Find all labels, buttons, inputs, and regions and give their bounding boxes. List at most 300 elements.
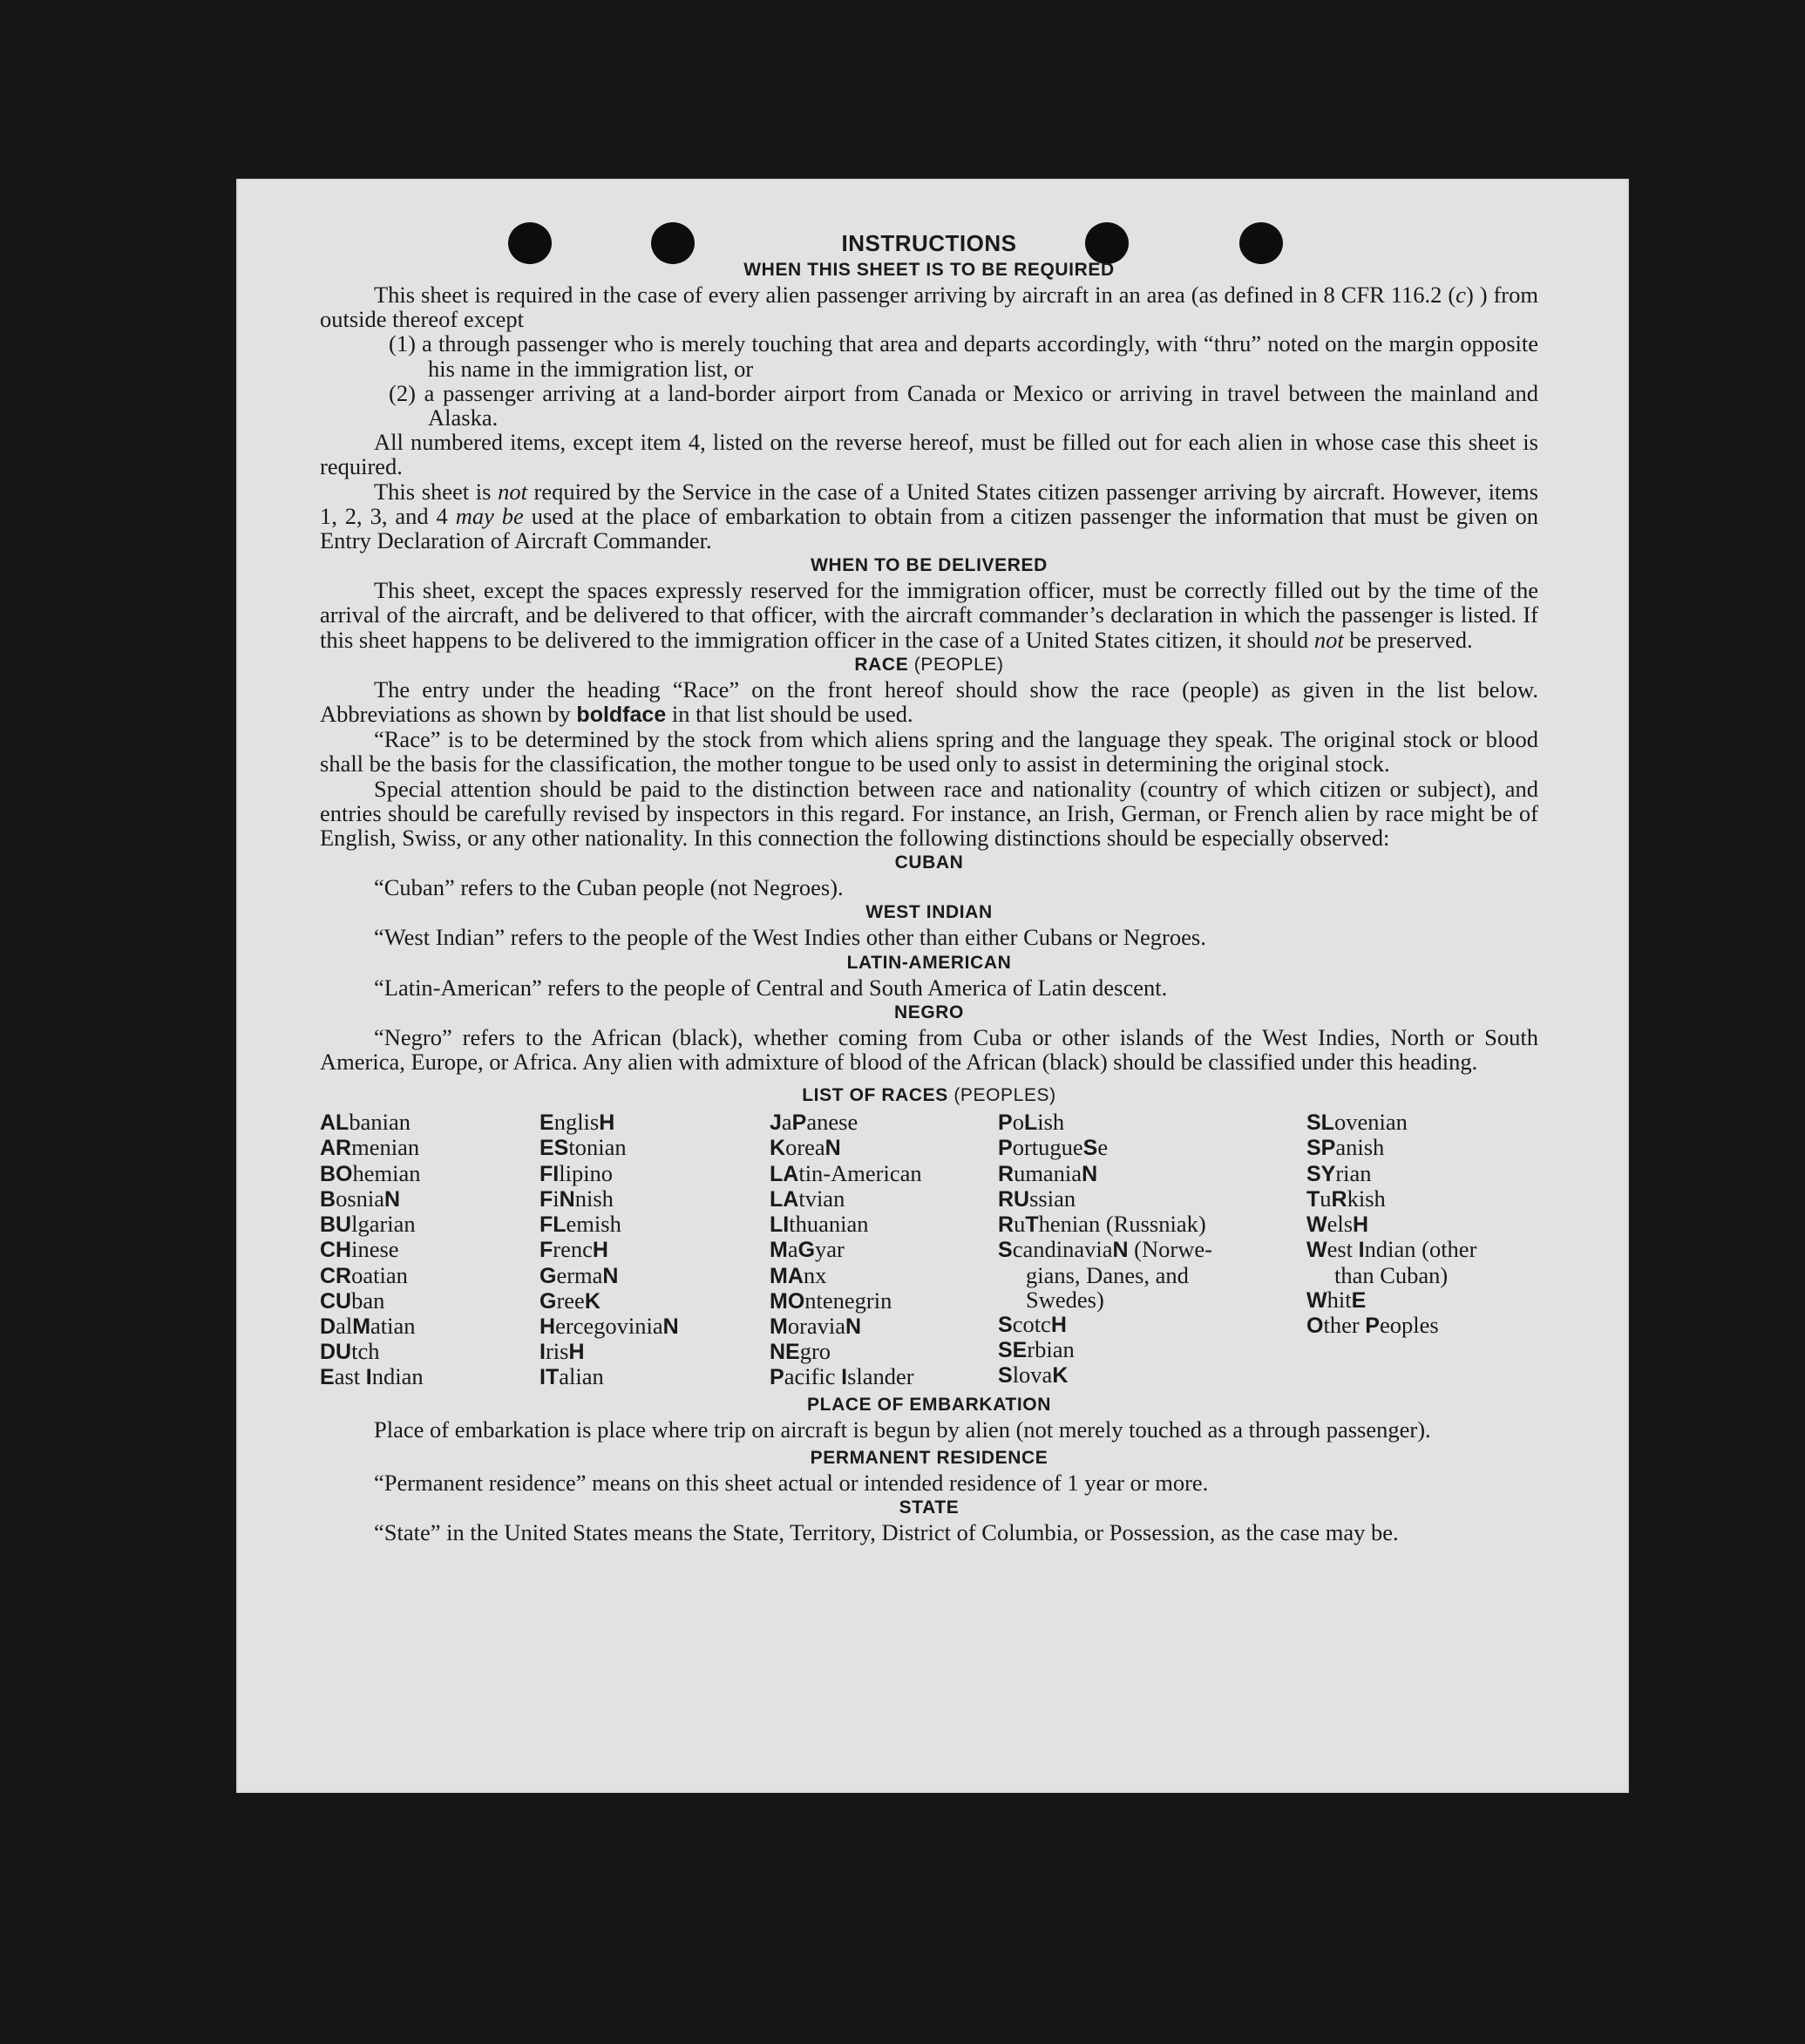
race-entry-text (770, 1160, 922, 1186)
exception-item-2: (2) a passenger arriving at a land-border airport from Canada or Mexico or arriving in travel between the mainland and Alaska. (389, 379, 1538, 431)
race-abbreviation: R (998, 1212, 1014, 1238)
race-entry-text (998, 1211, 1206, 1237)
race-abbreviation: MA (770, 1263, 804, 1288)
race-abbreviation: I (841, 1365, 848, 1390)
race-text: thuanian (789, 1211, 869, 1238)
race-text: ndian (other (1364, 1236, 1477, 1263)
italic-text: not (1313, 626, 1344, 653)
race-entry-text (539, 1160, 613, 1186)
race-entry-text (320, 1363, 424, 1389)
race-entry-text (539, 1338, 585, 1364)
race-abbreviation: AL (320, 1110, 349, 1136)
race-abbreviation: SY (1306, 1161, 1336, 1186)
race-entry (539, 1135, 770, 1160)
race-abbreviation: MO (770, 1288, 805, 1314)
race-abbreviation: P (998, 1110, 1013, 1136)
race-entry (320, 1161, 539, 1186)
race-abbreviation: L (1023, 1110, 1038, 1136)
race-abbreviation: N (824, 1136, 841, 1161)
race-entry-text (998, 1336, 1075, 1362)
race-text: menian (351, 1134, 420, 1161)
race-text: lgarian (351, 1211, 416, 1238)
race-entry (770, 1364, 998, 1389)
exception-item-1: (1) a through passenger who is merely touching that area and departs accordingly, with “thru” noted on the margin opposite his name in the immigration list, or (389, 330, 1538, 382)
race-text: anese (806, 1109, 858, 1136)
heading-place-of-embarkation: PLACE OF EMBARKATION (807, 1394, 1051, 1415)
race-column (998, 1110, 1306, 1389)
race-entry-text (1306, 1312, 1439, 1338)
race-text: tch (351, 1338, 380, 1365)
race-text: e (1097, 1134, 1109, 1161)
race-text: renc (553, 1236, 593, 1263)
race-text: oravia (787, 1312, 846, 1339)
race-text: tvian (798, 1185, 845, 1212)
race-abbreviation: N (1112, 1238, 1129, 1263)
race-entry-text (320, 1287, 384, 1314)
race-text: gians, Danes, and (1026, 1261, 1189, 1288)
race-entry (320, 1237, 539, 1262)
race-abbreviation: R (1331, 1186, 1347, 1212)
race-text: emish (566, 1211, 621, 1238)
race-entry (998, 1161, 1306, 1186)
race-abbreviation: P (791, 1110, 807, 1136)
heading-negro: NEGRO (893, 1002, 964, 1022)
race-entry (320, 1339, 539, 1364)
race-text: nish (574, 1185, 614, 1212)
race-entry (539, 1314, 770, 1339)
race-abbreviation: S (998, 1238, 1013, 1263)
race-entry-text (770, 1363, 914, 1389)
race-abbreviation: SL (1306, 1110, 1334, 1136)
race-entry (320, 1288, 539, 1314)
race-entry-text (320, 1262, 408, 1288)
race-entry-text (539, 1287, 601, 1314)
race-entry-text (770, 1185, 845, 1212)
race-entry-text (320, 1185, 400, 1212)
race-entry (1306, 1135, 1538, 1160)
race-text: tonian (568, 1134, 627, 1161)
race-text: inese (351, 1236, 399, 1263)
paragraph-cuban: “Cuban” refers to the Cuban people (not Negroes). (374, 874, 844, 901)
race-entry-text (1306, 1134, 1384, 1160)
race-abbreviation: BU (320, 1212, 352, 1238)
race-text: lova (1012, 1362, 1053, 1389)
race-column (770, 1110, 998, 1389)
paragraph-negro: “Negro” refers to the African (black), whether coming from Cuba or other islands of the West Indies, North or South America, Europe, or Africa. Any alien with admixture of blood of the African (black) should be classified under this heading. (320, 1023, 1538, 1076)
race-abbreviation: E (539, 1110, 554, 1136)
race-abbreviation: H (1353, 1212, 1369, 1238)
race-entry (539, 1186, 770, 1212)
race-abbreviation: S (998, 1312, 1013, 1337)
paragraph-west-indian: “West Indian” refers to the people of the West Indies other than either Cubans or Negroes. (374, 924, 1206, 951)
race-entry (998, 1186, 1306, 1212)
race-abbreviation: DU (320, 1340, 352, 1365)
race-text: gro (799, 1338, 831, 1365)
text-run: This sheet is required in the case of every alien passenger arriving by aircraft in an area (as defined in 8 CFR 116.2 ( (374, 282, 1456, 308)
text-run: (PEOPLES) (953, 1085, 1056, 1106)
italic-text: not (498, 478, 527, 505)
race-entry-text (998, 1160, 1097, 1186)
race-abbreviation: G (539, 1263, 557, 1288)
race-entry (770, 1288, 998, 1314)
race-entry (998, 1337, 1306, 1362)
race-text: ast (334, 1363, 366, 1390)
race-text: ther (1323, 1311, 1366, 1338)
race-entry (998, 1212, 1306, 1237)
race-abbreviation: H (568, 1340, 585, 1365)
race-text: ban (351, 1287, 385, 1314)
paragraph-state: “State” in the United States means the State, Territory, District of Columbia, or Possession, as the case may be. (374, 1518, 1399, 1545)
race-text: slander (847, 1363, 914, 1390)
race-column (320, 1110, 539, 1389)
race-entry-text (770, 1338, 831, 1364)
heading-when-delivered: WHEN TO BE DELIVERED (811, 555, 1048, 576)
race-entry (539, 1364, 770, 1389)
race-entry-text (1306, 1287, 1366, 1313)
text-run: The entry under the heading “Race” on the front hereof should show the race (people) as given in the list below. Abbreviations as shown by (320, 676, 1538, 728)
race-abbreviation: S (998, 1363, 1013, 1389)
race-entry (539, 1212, 770, 1237)
race-entry (770, 1339, 998, 1364)
race-text: a (787, 1236, 798, 1263)
race-text: al (336, 1312, 353, 1339)
race-entry (1306, 1110, 1538, 1135)
race-text: els (1327, 1211, 1354, 1238)
race-entry-text (998, 1134, 1108, 1160)
text-run: RACE (854, 654, 909, 675)
race-text: atian (370, 1312, 416, 1339)
race-text: ris (545, 1338, 569, 1365)
race-abbreviation: F (539, 1238, 553, 1263)
race-text: u (1014, 1211, 1026, 1238)
race-entry-text (320, 1160, 421, 1186)
race-text: anish (1335, 1134, 1385, 1161)
race-entry (998, 1135, 1306, 1160)
sheet-content (320, 229, 1538, 1545)
race-text: acific (784, 1363, 842, 1390)
race-entry (539, 1288, 770, 1314)
race-text: yar (815, 1236, 845, 1263)
race-entry (320, 1263, 539, 1288)
race-abbreviation: NE (770, 1340, 800, 1365)
race-abbreviation: FL (539, 1212, 567, 1238)
race-entry-text (320, 1338, 379, 1364)
race-text: ree (556, 1287, 585, 1314)
race-abbreviation: H (592, 1238, 608, 1263)
race-entry (998, 1362, 1306, 1388)
race-abbreviation: B (320, 1186, 336, 1212)
race-entry-text (1306, 1160, 1372, 1186)
race-abbreviation: K (770, 1136, 786, 1161)
race-text: ntenegrin (804, 1287, 892, 1314)
race-abbreviation: O (1306, 1313, 1324, 1338)
race-entry (320, 1364, 539, 1389)
race-abbreviation: T (1306, 1186, 1320, 1212)
race-entry (320, 1110, 539, 1135)
text-run: This sheet, except the spaces expressly reserved for the immigration officer, must be correctly filled out by the time of the arrival of the aircraft, and be delivered to that officer, with the aircraft commander’s declaration in which the passenger is listed. If this sheet happens to be delivered to the immigration officer in the case of a United States citizen, it should (320, 577, 1538, 653)
race-text: a (781, 1109, 792, 1136)
race-text: kish (1347, 1185, 1386, 1212)
race-abbreviation: P (998, 1136, 1013, 1161)
race-text: ercegovinia (555, 1312, 663, 1339)
race-entry (1306, 1287, 1538, 1313)
paragraph-residence: “Permanent residence” means on this sheet actual or intended residence of 1 year or more. (374, 1469, 1209, 1496)
race-abbreviation: N (559, 1186, 575, 1212)
race-text: rian (1335, 1159, 1372, 1186)
race-abbreviation: K (584, 1288, 601, 1314)
race-abbreviation: T (1025, 1212, 1039, 1238)
paragraph-required-2: All numbered items, except item 4, listed on the reverse hereof, must be filled out for each alien in whose case this sheet is required. (320, 429, 1538, 480)
race-entry (770, 1161, 998, 1186)
race-abbreviation: G (797, 1238, 816, 1263)
race-abbreviation: G (539, 1288, 557, 1314)
race-text: ortugue (1012, 1134, 1083, 1161)
race-entry-text (770, 1287, 892, 1314)
race-entry (998, 1237, 1306, 1262)
race-text: lipino (559, 1159, 614, 1186)
race-text: oatian (351, 1261, 408, 1288)
race-text: est (1327, 1236, 1359, 1263)
race-entry (539, 1161, 770, 1186)
race-text: u (1320, 1185, 1332, 1212)
race-text: alian (559, 1363, 604, 1390)
paragraph-race-1 (320, 677, 1538, 727)
race-entry-text (539, 1134, 627, 1160)
race-text: than Cuban) (1334, 1261, 1449, 1288)
race-entry-text (770, 1262, 826, 1288)
race-entry-text (770, 1313, 861, 1339)
text-run: required by the Service in the case of a United States citizen passenger arriving by aircraft. However, items 1, 2, 3, and 4 (320, 478, 1538, 529)
race-abbreviation: SE (998, 1338, 1028, 1363)
race-text: nx (803, 1261, 827, 1288)
race-entry-text (998, 1311, 1067, 1337)
race-abbreviation: RU (998, 1186, 1030, 1212)
race-text: eoples (1379, 1311, 1439, 1338)
race-abbreviation: AR (320, 1136, 352, 1161)
race-entry (998, 1110, 1306, 1135)
race-entry (1306, 1161, 1538, 1186)
race-abbreviation: N (602, 1263, 619, 1288)
race-text: i (553, 1185, 560, 1212)
race-entry-text (1306, 1185, 1386, 1212)
race-entry-text (1306, 1262, 1448, 1288)
race-entry-text (998, 1109, 1064, 1135)
race-abbreviation: N (1082, 1161, 1098, 1186)
race-abbreviation: W (1306, 1238, 1327, 1263)
race-entry-text (998, 1262, 1189, 1288)
race-text: Swedes) (1026, 1286, 1104, 1313)
heading-state: STATE (899, 1497, 960, 1518)
race-abbreviation: H (539, 1314, 556, 1339)
race-text: cotc (1012, 1310, 1051, 1337)
race-entry (320, 1212, 539, 1237)
italic-text: c (1456, 282, 1466, 308)
race-abbreviation: FI (539, 1161, 560, 1186)
race-entry-text (539, 1211, 621, 1237)
instruction-sheet (236, 179, 1629, 1793)
race-entry (539, 1237, 770, 1262)
race-abbreviation: CH (320, 1238, 352, 1263)
text-run: This sheet is (374, 478, 499, 505)
race-abbreviation: IT (539, 1365, 560, 1390)
race-abbreviation: W (1306, 1287, 1327, 1313)
race-abbreviation: I (539, 1340, 546, 1365)
race-entry-text (998, 1362, 1068, 1388)
bold-text: boldface (576, 703, 667, 728)
text-run: ) ) from outside thereof except (320, 282, 1538, 333)
paragraph-embarkation: Place of embarkation is place where trip on aircraft is begun by alien (not merely touched as a through passenger). (374, 1416, 1431, 1443)
race-entry (998, 1312, 1306, 1337)
race-text: rbian (1027, 1336, 1075, 1363)
race-entry-text (1306, 1211, 1368, 1237)
race-abbreviation: CU (320, 1288, 352, 1314)
race-abbreviation: E (1351, 1287, 1367, 1313)
race-abbreviation: J (770, 1110, 782, 1136)
race-abbreviation: LA (770, 1161, 799, 1186)
race-entry (770, 1237, 998, 1262)
race-entry-text (998, 1185, 1076, 1212)
race-abbreviation: F (539, 1186, 553, 1212)
race-abbreviation: N (845, 1314, 862, 1339)
race-entry (320, 1135, 539, 1160)
race-entry (1306, 1313, 1538, 1338)
race-entry (770, 1314, 998, 1339)
text-run: used at the place of embarkation to obtain from a citizen passenger the information that must be given on Entry Declaration of Aircraft Commander. (320, 502, 1538, 554)
race-entry-text (539, 1363, 604, 1389)
race-text: orea (785, 1134, 825, 1161)
race-entry (320, 1186, 539, 1212)
race-text: hemian (352, 1159, 421, 1186)
page-title: INSTRUCTIONS (841, 230, 1017, 256)
race-entry-text (998, 1287, 1104, 1313)
heading-west-indian: WEST INDIAN (865, 902, 993, 923)
race-text: ovenian (1333, 1109, 1408, 1136)
race-entry-text (539, 1236, 608, 1262)
race-abbreviation: N (384, 1186, 401, 1212)
race-text: erma (556, 1261, 603, 1288)
race-abbreviation: LA (770, 1186, 799, 1212)
heading-cuban: CUBAN (894, 852, 964, 873)
race-entry (770, 1110, 998, 1135)
race-text: ssian (1029, 1185, 1076, 1212)
race-abbreviation: H (1050, 1312, 1067, 1337)
italic-text: may be (455, 502, 524, 529)
text-run: LIST OF RACES (802, 1085, 948, 1106)
race-entry-text (1306, 1109, 1408, 1135)
race-entry-text (998, 1236, 1212, 1262)
race-abbreviation: H (599, 1110, 615, 1136)
race-abbreviation: SP (1306, 1136, 1336, 1161)
race-entry-text (770, 1211, 868, 1237)
race-entry-text (539, 1313, 679, 1339)
race-abbreviation: I (365, 1365, 372, 1390)
race-entry-text (770, 1236, 845, 1262)
race-text: henian (Russniak) (1038, 1211, 1206, 1238)
paragraph-delivered (320, 578, 1538, 652)
race-abbreviation: M (770, 1238, 788, 1263)
race-text: ish (1037, 1109, 1065, 1136)
race-abbreviation: M (352, 1314, 371, 1339)
race-entry-text (320, 1236, 399, 1262)
paragraph-race-2: “Race” is to be determined by the stock from which aliens spring and the language they speak. The original stock or blood shall be the basis for the classification, the mother tongue to be used only to assist in determining the original stock. (320, 726, 1538, 778)
race-text: tin-American (798, 1159, 922, 1186)
race-entry-text (320, 1211, 416, 1237)
race-entry (998, 1263, 1306, 1287)
race-entry (1306, 1186, 1538, 1212)
race-entry-text (770, 1109, 858, 1135)
paragraph-latin-american: “Latin-American” refers to the people of Central and South America of Latin descent. (374, 974, 1168, 1001)
race-text: hit (1327, 1286, 1352, 1313)
race-entry-text (320, 1109, 411, 1135)
race-entry-text (539, 1262, 618, 1288)
race-entry (770, 1263, 998, 1288)
race-abbreviation: CR (320, 1263, 352, 1288)
race-abbreviation: R (998, 1161, 1014, 1186)
race-column (1306, 1110, 1538, 1389)
paragraph-race-3: Special attention should be paid to the distinction between race and nationality (country of which citizen or subject), and entries should be carefully revised by inspectors in this regard. For instance, an Irish, German, or French alien by race might be of English, Swiss, or any other nationality. In this connection the following distinctions should be especially observed: (320, 775, 1538, 852)
race-entry (998, 1287, 1306, 1312)
race-entry (539, 1110, 770, 1135)
heading-permanent-residence: PERMANENT RESIDENCE (810, 1447, 1048, 1468)
race-abbreviation: LI (770, 1212, 790, 1238)
race-column (539, 1110, 770, 1389)
race-entry (770, 1135, 998, 1160)
race-abbreviation: K (1052, 1363, 1069, 1389)
race-list (320, 1110, 1538, 1389)
race-abbreviation: BO (320, 1161, 353, 1186)
race-text: ndian (371, 1363, 424, 1390)
race-entry (1306, 1212, 1538, 1237)
race-abbreviation: ES (539, 1136, 569, 1161)
text-run: in that list should be used. (666, 701, 913, 728)
text-run: be preserved. (1343, 626, 1473, 653)
paragraph-required-3 (320, 479, 1538, 553)
race-entry-text (1306, 1236, 1476, 1262)
race-entry (539, 1263, 770, 1288)
heading-race (320, 652, 1538, 677)
race-entry-text (539, 1185, 614, 1212)
race-text: candinavia (1012, 1236, 1113, 1263)
race-text: (Norwe- (1128, 1236, 1212, 1263)
race-entry-text (320, 1134, 419, 1160)
heading-list-of-races (320, 1083, 1538, 1108)
race-entry (539, 1339, 770, 1364)
heading-when-required: WHEN THIS SHEET IS TO BE REQUIRED (743, 260, 1115, 280)
race-abbreviation: D (320, 1314, 336, 1339)
race-abbreviation: P (770, 1365, 784, 1390)
race-entry (770, 1212, 998, 1237)
race-entry (770, 1186, 998, 1212)
race-entry-text (539, 1109, 614, 1135)
race-text: umania (1014, 1159, 1082, 1186)
race-entry (320, 1314, 539, 1339)
text-run: (PEOPLE) (913, 654, 1004, 675)
paragraph-required-1 (320, 282, 1538, 331)
race-abbreviation: M (770, 1314, 788, 1339)
race-abbreviation: N (662, 1314, 679, 1339)
race-entry (1306, 1263, 1538, 1287)
race-abbreviation: W (1306, 1212, 1327, 1238)
race-abbreviation: E (320, 1365, 335, 1390)
race-text: o (1012, 1109, 1024, 1136)
heading-latin-american: LATIN-AMERICAN (846, 952, 1012, 973)
race-text: nglis (553, 1109, 600, 1136)
race-entry (1306, 1237, 1538, 1262)
race-text: osnia (336, 1185, 384, 1212)
race-abbreviation: S (1082, 1136, 1098, 1161)
race-entry-text (770, 1134, 841, 1160)
race-abbreviation: I (1358, 1238, 1365, 1263)
